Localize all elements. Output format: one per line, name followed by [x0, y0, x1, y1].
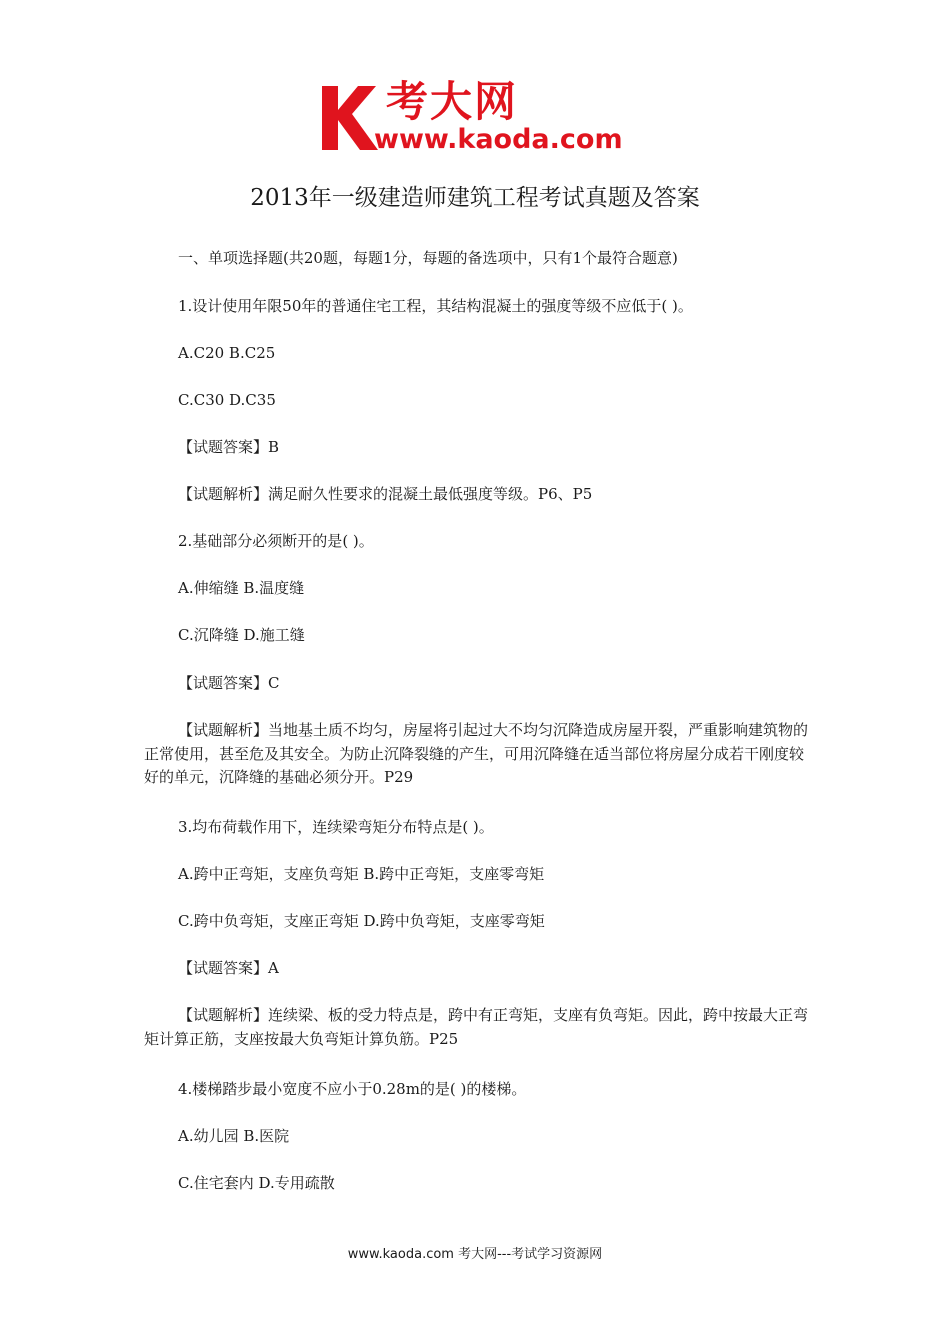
- question-analysis: 【试题解析】当地基土质不均匀，房屋将引起过大不均匀沉降造成房屋开裂，严重影响建筑物的正常使用，甚至危及其安全。为防止沉降裂缝的产生，可用沉降缝在适当部位将房屋分成若干刚度较好的单元，沉降缝的基础必须分开。P29: [144, 721, 809, 786]
- question-analysis: 【试题解析】连续梁、板的受力特点是，跨中有正弯矩，支座有负弯矩。因此，跨中按最大正弯矩计算正筋，支座按最大负弯矩计算负筋。P25: [144, 1006, 809, 1048]
- page-title: 2013年一级建造师建筑工程考试真题及答案: [250, 185, 700, 211]
- question-options: C.C30 D.C35: [178, 391, 276, 409]
- question-options: A.伸缩缝 B.温度缝: [178, 579, 305, 597]
- logo-name: 考大网: [386, 77, 519, 126]
- question-stem: 4.楼梯踏步最小宽度不应小于0.28m的是( )的楼梯。: [178, 1080, 527, 1098]
- question-analysis: 【试题解析】满足耐久性要求的混凝土最低强度等级。P6、P5: [178, 485, 593, 503]
- logo-url: www.kaoda.com: [374, 124, 623, 155]
- k-logo-icon: [318, 80, 382, 152]
- page-footer[interactable]: www.kaoda.com 考大网---考试学习资源网: [347, 1247, 603, 1262]
- section-heading: 一、单项选择题(共20题，每题1分，每题的备选项中，只有1个最符合题意): [178, 249, 678, 267]
- site-logo[interactable]: [318, 78, 638, 158]
- question-answer: 【试题答案】A: [178, 959, 279, 977]
- question-options: A.幼儿园 B.医院: [178, 1127, 290, 1145]
- question-answer: 【试题答案】C: [178, 674, 280, 692]
- question-answer: 【试题答案】B: [178, 438, 280, 456]
- question-options: C.住宅套内 D.专用疏散: [178, 1174, 335, 1192]
- question-options: A.C20 B.C25: [178, 344, 276, 362]
- question-options: A.跨中正弯矩，支座负弯矩 B.跨中正弯矩，支座零弯矩: [178, 865, 545, 883]
- question-stem: 1.设计使用年限50年的普通住宅工程，其结构混凝土的强度等级不应低于( )。: [178, 297, 693, 315]
- question-options: C.跨中负弯矩，支座正弯矩 D.跨中负弯矩，支座零弯矩: [178, 912, 545, 930]
- question-stem: 3.均布荷载作用下，连续梁弯矩分布特点是( )。: [178, 818, 494, 836]
- question-stem: 2.基础部分必须断开的是( )。: [178, 532, 374, 550]
- question-options: C.沉降缝 D.施工缝: [178, 626, 305, 644]
